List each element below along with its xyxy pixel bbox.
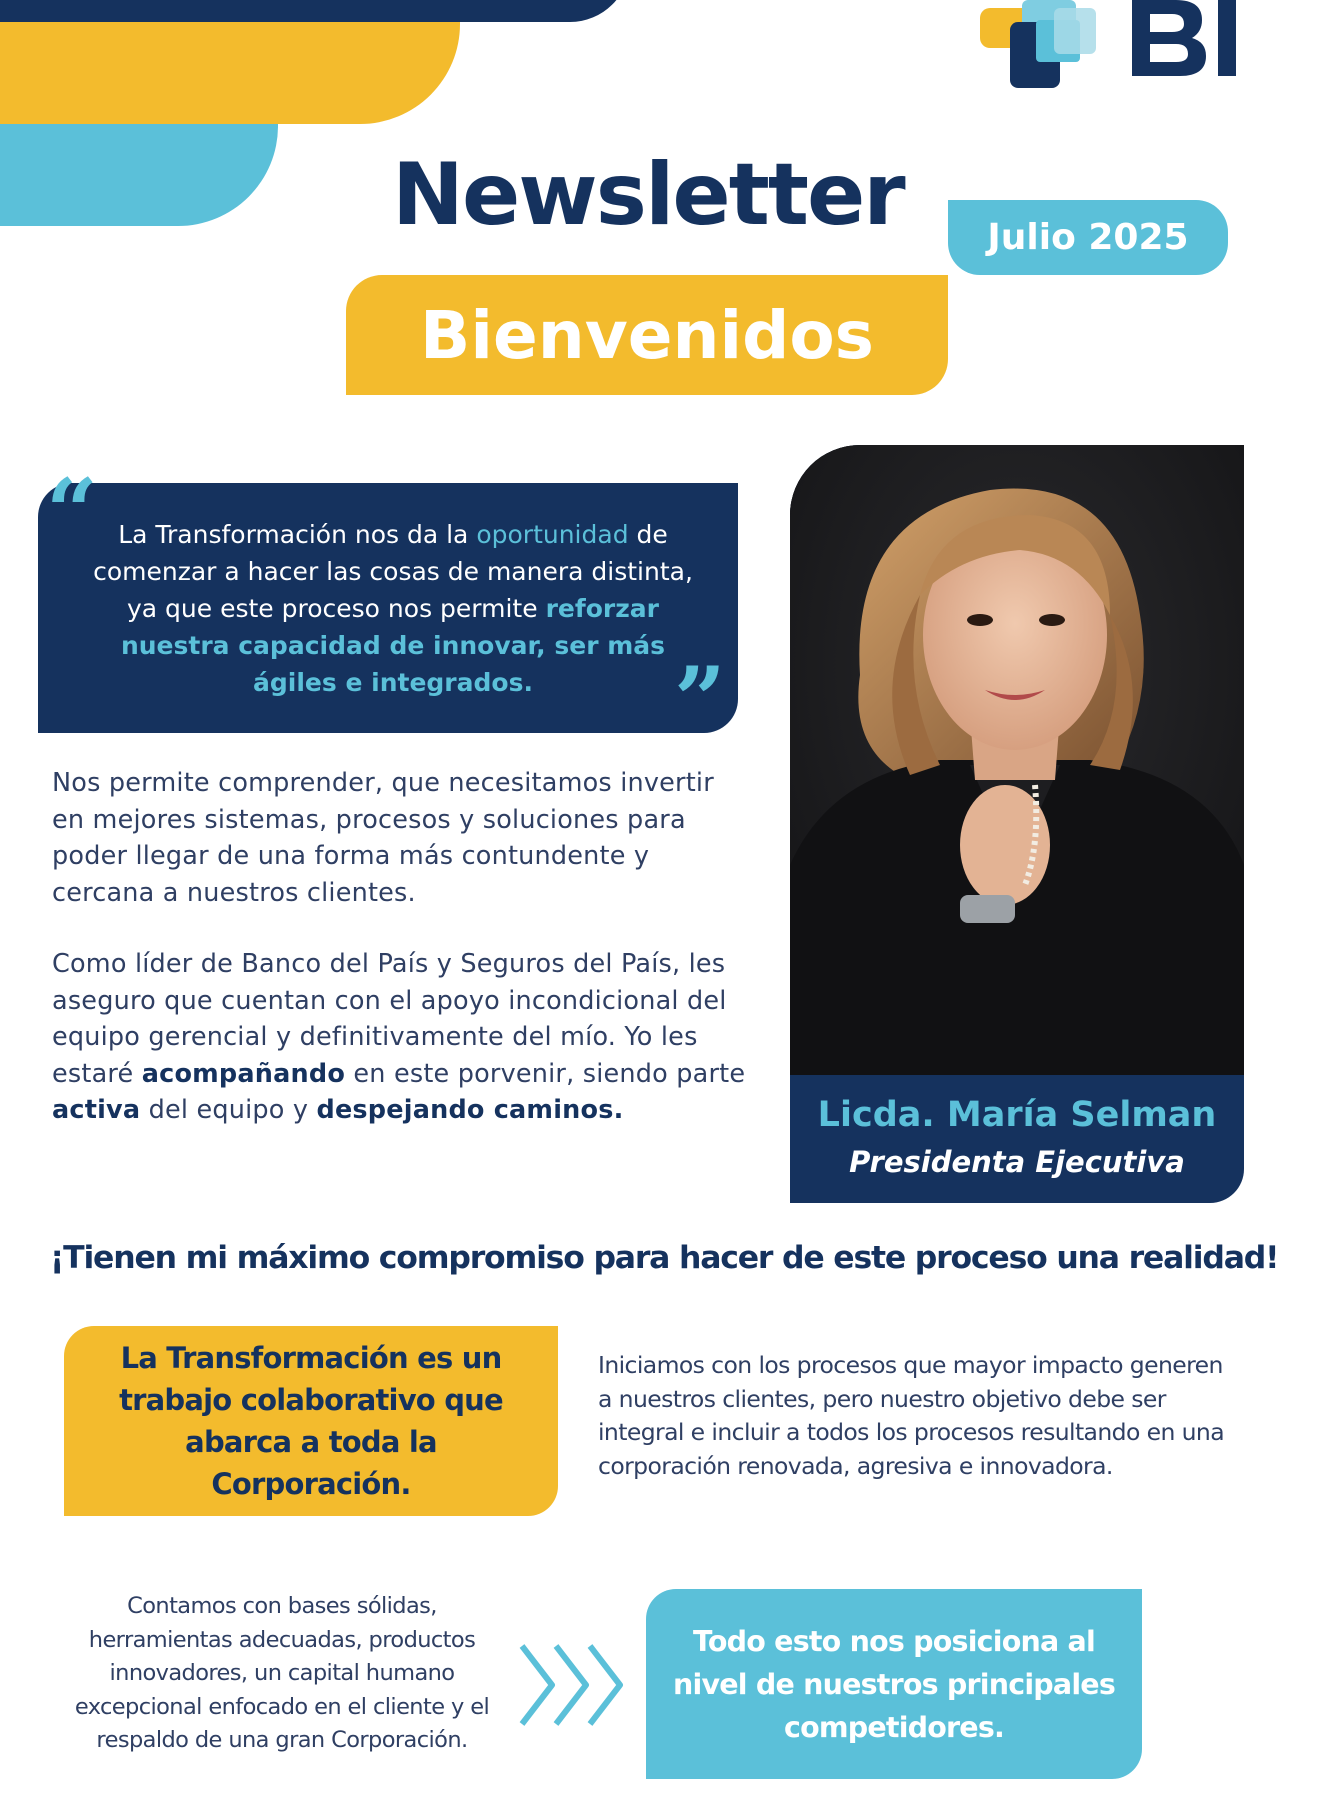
profile-name: Licda. María Selman	[817, 1095, 1217, 1135]
quote-part-1: La Transformación nos da la	[118, 520, 477, 549]
newsletter-title: Newsletter	[392, 145, 904, 245]
paragraph-2-text-3: del equipo y	[140, 1095, 317, 1125]
paragraph-2-bold-2: activa	[52, 1095, 141, 1125]
body-paragraph-2	[52, 946, 752, 1129]
decor-yellow-band	[0, 22, 460, 124]
positioning-highlight-box	[646, 1589, 1142, 1779]
paragraph-2-bold-3: despejando caminos.	[316, 1095, 624, 1125]
positioning-highlight-text: Todo esto nos posiciona al nivel de nuestros principales competidores.	[673, 1624, 1115, 1744]
collaboration-highlight-box	[64, 1326, 558, 1516]
body-paragraph-1: Nos permite comprender, que necesitamos invertir en mejores sistemas, procesos y soluciones para poder llegar de una forma más contundente y cercana a nuestros clientes.	[52, 768, 714, 908]
quote-text	[93, 516, 693, 701]
commitment-headline: ¡Tienen mi máximo compromiso para hacer de este proceso una realidad!	[50, 1240, 1279, 1276]
logo-mark-icon	[980, 0, 1300, 92]
chevron-arrows-icon	[516, 1640, 626, 1730]
collaboration-highlight-text: La Transformación es un trabajo colaborativo que abarca a toda la Corporación.	[119, 1341, 503, 1501]
closing-text: Contamos con bases sólidas, herramientas adecuadas, productos innovadores, un capital humano excepcional enfocado en el cliente y el respaldo de una gran Corporación.	[74, 1593, 490, 1753]
profile-card	[790, 445, 1244, 1203]
quote-box	[38, 459, 738, 753]
decor-navy-band	[0, 0, 630, 22]
quote-part-2: de comenzar a hacer las cosas de manera distinta, ya que este proceso nos permite	[93, 520, 693, 623]
profile-role: Presidenta Ejecutiva	[849, 1145, 1185, 1179]
collaboration-text: Iniciamos con los procesos que mayor impacto generen a nuestros clientes, pero nuestro objetivo debe ser integral e incluir a todos los procesos resultando en una corporación renovada, agresiva e innovadora.	[598, 1351, 1225, 1480]
quote-highlight-1: oportunidad	[476, 520, 629, 549]
date-badge: Julio 2025	[948, 200, 1228, 275]
quote-highlight-2: reforzar nuestra capacidad de innovar, ser más ágiles e integrados.	[120, 594, 666, 697]
paragraph-2-bold-1: acompañando	[141, 1058, 346, 1089]
open-quote-icon: “	[46, 459, 98, 565]
welcome-banner: Bienvenidos	[346, 275, 948, 395]
portrait-photo	[790, 445, 1244, 1075]
paragraph-2-text-2: en este porvenir, siendo parte	[345, 1058, 746, 1089]
decor-cyan-band	[0, 124, 278, 226]
paragraph-2-text-1: Como líder de Banco del País y Seguros del País, les aseguro que cuentan con el apoyo incondicional del equipo gerencial y definitivamente del mío. Yo les estaré	[52, 949, 727, 1089]
close-quote-icon: ”	[674, 647, 726, 753]
